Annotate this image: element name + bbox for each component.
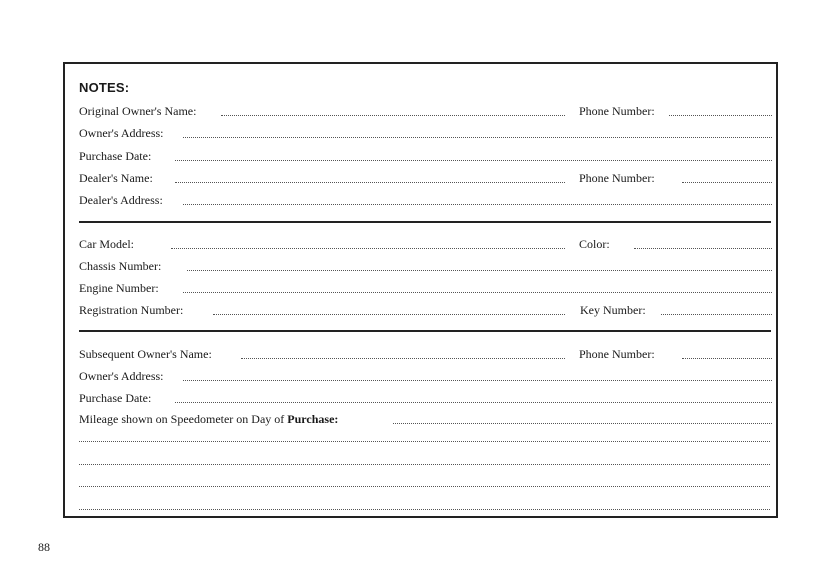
owners-address-row-1 <box>79 125 770 141</box>
registration-number-field[interactable] <box>213 314 565 315</box>
phone-number-field-3[interactable] <box>682 358 772 359</box>
subsequent-owner-name-label: Subsequent Owner's Name: <box>79 347 212 361</box>
subsequent-owner-name-field[interactable] <box>241 358 565 359</box>
section-divider-1 <box>79 221 771 223</box>
blank-line-2[interactable] <box>79 464 770 465</box>
color-label: Color: <box>579 237 610 251</box>
dealers-address-label: Dealer's Address: <box>79 193 163 207</box>
section-divider-2 <box>79 330 771 332</box>
color-field[interactable] <box>634 248 772 249</box>
key-number-field[interactable] <box>661 314 772 315</box>
mileage-label-purchase: Purchase: <box>287 412 339 426</box>
dealers-name-field[interactable] <box>175 182 565 183</box>
car-model-field[interactable] <box>171 248 565 249</box>
owners-address-label-2: Owner's Address: <box>79 369 164 383</box>
notes-title: NOTES: <box>79 80 130 95</box>
purchase-date-row-2 <box>79 390 770 406</box>
blank-line-4[interactable] <box>79 509 770 510</box>
blank-line-3[interactable] <box>79 486 770 487</box>
car-model-row <box>79 236 770 252</box>
phone-number-field-2[interactable] <box>682 182 772 183</box>
phone-number-label-3: Phone Number: <box>579 347 655 361</box>
engine-number-label: Engine Number: <box>79 281 159 295</box>
chassis-number-row <box>79 258 770 274</box>
owners-address-label-1: Owner's Address: <box>79 126 164 140</box>
mileage-row <box>79 411 770 427</box>
chassis-number-field[interactable] <box>187 270 772 271</box>
subsequent-owner-row <box>79 346 770 362</box>
mileage-label <box>79 411 338 427</box>
phone-number-label-1: Phone Number: <box>579 104 655 118</box>
purchase-date-label-2: Purchase Date: <box>79 391 152 405</box>
blank-line-1[interactable] <box>79 441 770 442</box>
key-number-label: Key Number: <box>580 303 646 317</box>
original-owner-name-field[interactable] <box>221 115 565 116</box>
mileage-field[interactable] <box>393 423 772 424</box>
owners-address-row-2 <box>79 368 770 384</box>
dealers-name-row <box>79 170 770 186</box>
original-owner-row <box>79 103 770 119</box>
dealers-address-row <box>79 192 770 208</box>
dealers-address-field[interactable] <box>183 204 772 205</box>
notes-card <box>63 62 778 518</box>
phone-number-label-2: Phone Number: <box>579 171 655 185</box>
mileage-label-prefix: Mileage shown on Speedometer on Day of <box>79 412 285 426</box>
purchase-date-label-1: Purchase Date: <box>79 149 152 163</box>
engine-number-field[interactable] <box>183 292 772 293</box>
original-owner-name-label: Original Owner's Name: <box>79 104 197 118</box>
page-number: 88 <box>38 540 50 554</box>
engine-number-row <box>79 280 770 296</box>
registration-number-label: Registration Number: <box>79 303 184 317</box>
purchase-date-row-1 <box>79 148 770 164</box>
car-model-label: Car Model: <box>79 237 134 251</box>
chassis-number-label: Chassis Number: <box>79 259 162 273</box>
purchase-date-field-1[interactable] <box>175 160 772 161</box>
purchase-date-field-2[interactable] <box>175 402 772 403</box>
phone-number-field-1[interactable] <box>669 115 772 116</box>
owners-address-field-1[interactable] <box>183 137 772 138</box>
owners-address-field-2[interactable] <box>183 380 772 381</box>
registration-number-row <box>79 302 770 318</box>
dealers-name-label: Dealer's Name: <box>79 171 153 185</box>
